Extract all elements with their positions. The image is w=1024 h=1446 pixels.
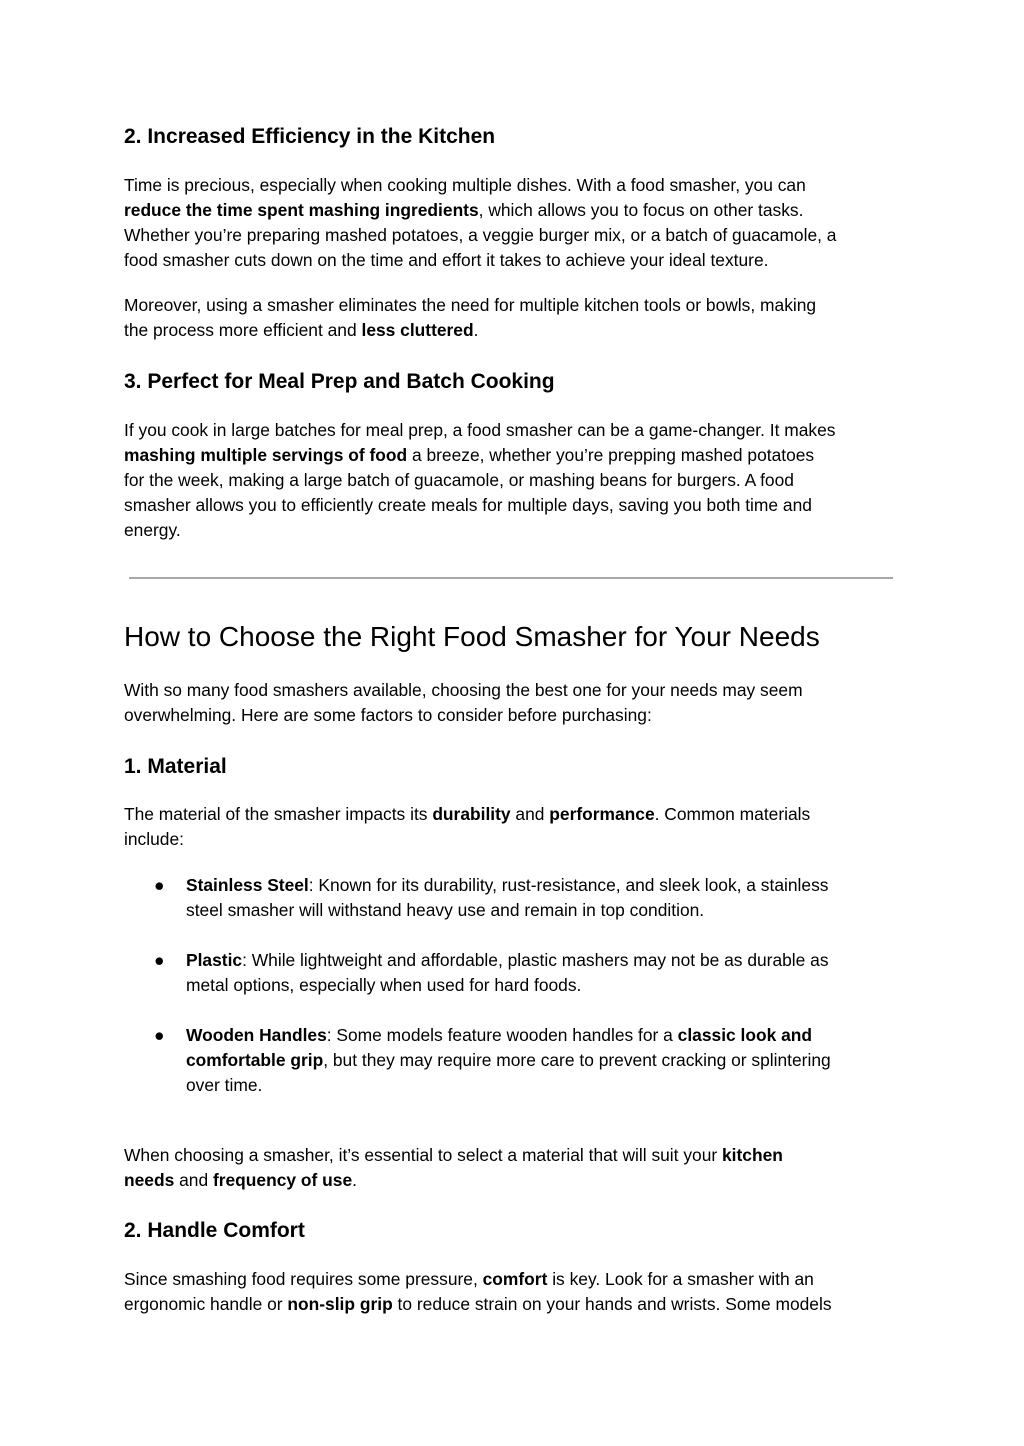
text-run: : Some models feature wooden handles for a	[326, 1025, 678, 1045]
text-run: ergonomic handle or	[124, 1294, 288, 1314]
paragraph-efficiency-time	[124, 173, 900, 273]
paragraph-efficiency-tools	[124, 293, 900, 343]
text-line	[124, 1267, 900, 1292]
bold-text: Plastic	[186, 950, 243, 970]
text-line: Time is precious, especially when cooking multiple dishes. With a food smasher, you can	[124, 175, 806, 195]
bullet-icon: ●	[154, 950, 165, 970]
bold-text: kitchen	[722, 1145, 783, 1165]
bold-text: less cluttered	[361, 320, 474, 340]
text-run: : Known for its durability, rust-resistance, and sleek look, a stainless	[308, 875, 829, 895]
bold-text: performance	[549, 804, 655, 824]
paragraph-handle-comfort	[124, 1267, 900, 1317]
horizontal-divider	[129, 577, 893, 579]
text-line: include:	[124, 829, 184, 849]
text-line: steel smasher will withstand heavy use and remain in top condition.	[186, 900, 705, 920]
text-line	[186, 948, 900, 973]
bold-text: comfort	[482, 1269, 548, 1289]
heading-increased-efficiency: 2. Increased Efficiency in the Kitchen	[124, 125, 496, 148]
list-item-text	[186, 948, 900, 998]
text-line	[186, 1023, 900, 1048]
text-line: over time.	[186, 1075, 263, 1095]
heading-meal-prep: 3. Perfect for Meal Prep and Batch Cooking	[124, 370, 555, 393]
bullet-icon: ●	[154, 1025, 165, 1045]
bold-text: frequency of use	[212, 1170, 353, 1190]
bold-text: needs	[124, 1170, 175, 1190]
bold-text: comfortable grip	[186, 1050, 324, 1070]
text-line	[124, 1143, 900, 1168]
text-line	[124, 1168, 900, 1193]
bold-text: Wooden Handles	[186, 1025, 327, 1045]
text-line	[186, 1048, 900, 1073]
text-run: and	[510, 804, 550, 824]
text-run: to reduce strain on your hands and wrists. Some models	[392, 1294, 832, 1314]
heading-handle-comfort: 2. Handle Comfort	[124, 1219, 305, 1242]
text-run: The material of the smasher impacts its	[124, 804, 433, 824]
text-line	[186, 873, 900, 898]
text-run: , which allows you to focus on other tasks.	[478, 200, 804, 220]
text-line: Whether you’re preparing mashed potatoes, a veggie burger mix, or a batch of guacamole, a	[124, 225, 837, 245]
text-line	[124, 198, 900, 223]
text-line: food smasher cuts down on the time and effort it takes to achieve your ideal texture.	[124, 250, 769, 270]
text-line	[124, 318, 900, 343]
text-run: , but they may require more care to prevent cracking or splintering	[323, 1050, 831, 1070]
text-run: a breeze, whether you’re prepping mashed potatoes	[407, 445, 815, 465]
paragraph-choose-intro	[124, 678, 900, 728]
list-item-text	[186, 1023, 900, 1098]
text-line	[124, 443, 900, 468]
text-line: overwhelming. Here are some factors to consider before purchasing:	[124, 705, 652, 725]
bold-text: reduce the time spent mashing ingredients	[124, 200, 479, 220]
bold-text: Stainless Steel	[186, 875, 309, 895]
paragraph-material-intro	[124, 802, 900, 852]
paragraph-material-closing	[124, 1143, 900, 1193]
text-line: Moreover, using a smasher eliminates the need for multiple kitchen tools or bowls, making	[124, 295, 817, 315]
bold-text: mashing multiple servings of food	[124, 445, 408, 465]
text-run: and	[174, 1170, 213, 1190]
text-line: smasher allows you to efficiently create meals for multiple days, saving you both time and	[124, 495, 812, 515]
text-line: If you cook in large batches for meal prep, a food smasher can be a game-changer. It makes	[124, 420, 836, 440]
text-line: energy.	[124, 520, 181, 540]
list-item-text	[186, 873, 900, 923]
text-line: for the week, making a large batch of guacamole, or mashing beans for burgers. A food	[124, 470, 794, 490]
text-line	[124, 1292, 900, 1317]
text-line	[124, 802, 900, 827]
heading-material: 1. Material	[124, 755, 227, 778]
text-run: is key. Look for a smasher with an	[547, 1269, 814, 1289]
text-run: .	[473, 320, 479, 340]
bold-text: non-slip grip	[287, 1294, 393, 1314]
text-run: the process more efficient and	[124, 320, 362, 340]
text-run: : While lightweight and affordable, plastic mashers may not be as durable as	[242, 950, 829, 970]
text-run: . Common materials	[654, 804, 811, 824]
heading-how-to-choose: How to Choose the Right Food Smasher for Your Needs	[124, 621, 820, 652]
bullet-icon: ●	[154, 875, 165, 895]
paragraph-meal-prep	[124, 418, 900, 543]
text-run: .	[352, 1170, 357, 1190]
text-line: metal options, especially when used for hard foods.	[186, 975, 582, 995]
text-line: With so many food smashers available, choosing the best one for your needs may seem	[124, 680, 803, 700]
text-run: Since smashing food requires some pressure,	[124, 1269, 483, 1289]
text-run: When choosing a smasher, it’s essential to select a material that will suit your	[124, 1145, 722, 1165]
bold-text: classic look and	[677, 1025, 813, 1045]
bold-text: durability	[432, 804, 511, 824]
